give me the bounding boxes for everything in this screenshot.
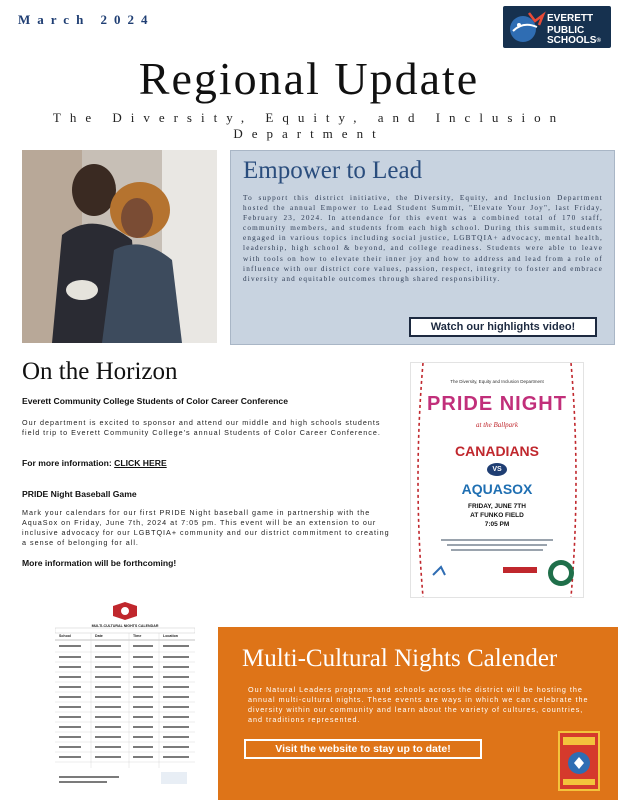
poster-vs: VS bbox=[487, 463, 507, 476]
more-information-label: For more information: bbox=[22, 458, 112, 468]
multicultural-schedule-thumbnail bbox=[55, 600, 195, 793]
multicultural-title: Multi-Cultural Nights Calender bbox=[242, 645, 558, 672]
everett-public-schools-logo bbox=[503, 6, 611, 48]
empower-title: Empower to Lead bbox=[243, 157, 423, 184]
empower-body: To support this district initiative, the Diversity, Equity, and Inclusion Department hosted the annual Empower to Lead Student Summit, "Elevate Your Joy", last Friday, February 23, 2024. In attendance for this event was a combined total of 170 staff, community members, and students from each high school. During this summit, students engaged in various topics including social justice, LGBTQIA+ advocacy, mental health, leadership, high school & beyond, and college readiness. Students were able to leave with tools on how to elevate their inner joy and how to address and lead from a role of influence with our district core values, passion, respect, integrity to foster and embrace diversity and equitable outcomes through shared responsibility. bbox=[243, 194, 603, 283]
logo-text-line1: EVERETT bbox=[547, 13, 594, 24]
ecc-conference-heading: Everett Community College Students of Color Career Conference bbox=[22, 396, 288, 406]
multicultural-nights-flyer bbox=[558, 731, 600, 791]
empower-to-lead-panel bbox=[230, 150, 615, 345]
summit-photo-illustration bbox=[22, 150, 217, 343]
forthcoming-note: More information will be forthcoming! bbox=[22, 558, 177, 568]
schedule-column-school: School bbox=[59, 634, 71, 638]
schedule-column-location: Location bbox=[163, 634, 178, 638]
poster-team1: CANADIANS bbox=[455, 443, 539, 459]
poster-tagline: at the Ballpark bbox=[476, 421, 518, 429]
horizon-title: On the Horizon bbox=[22, 358, 178, 385]
more-information-line bbox=[22, 458, 167, 468]
visit-website-button[interactable]: Visit the website to stay up to date! bbox=[244, 739, 482, 759]
pride-night-body: Mark your calendars for our first PRIDE Night baseball game in partnership with the AquaSox on Friday, June 7th, 2024 at 7:05 pm. This event will be an extension to our inclusive advocacy for our LGBTQIA+ community and our district commitment to creating a sense of belonging for all. bbox=[22, 508, 390, 547]
issue-month: March 2024 bbox=[18, 12, 155, 27]
poster-place: AT FUNKO FIELD bbox=[470, 512, 524, 519]
poster-headline: PRIDE NIGHT bbox=[427, 393, 567, 415]
pride-night-poster bbox=[410, 362, 584, 598]
schedule-heading: MULTI-CULTURAL NIGHTS CALENDAR bbox=[91, 624, 159, 628]
multicultural-body: Our Natural Leaders programs and schools across the district will be hosting the annual multi-cultural nights. These events are ways in which we can celebrate the diversity within our community and learn about the variety of cultures, countries, and traditions represented. bbox=[248, 685, 589, 724]
newsletter-title: Regional Update bbox=[138, 53, 480, 104]
multicultural-nights-panel bbox=[218, 627, 618, 800]
poster-presenter: The Diversity, Equity and Inclusion Department bbox=[450, 379, 544, 384]
schedule-column-time: Time bbox=[133, 634, 142, 638]
schedule-table-graphic bbox=[55, 600, 195, 793]
click-here-link[interactable]: CLICK HERE bbox=[114, 458, 167, 468]
poster-date: FRIDAY, JUNE 7TH bbox=[468, 503, 526, 510]
watch-highlights-video-button[interactable]: Watch our highlights video! bbox=[409, 317, 597, 337]
logo-text-line2: PUBLIC SCHOOLS® bbox=[547, 25, 601, 46]
poster-footer-graphics bbox=[411, 531, 583, 598]
poster-team2: AQUASOX bbox=[461, 481, 533, 497]
multicultural-flyer-icon bbox=[560, 733, 598, 789]
schedule-column-headers bbox=[55, 634, 195, 640]
department-subtitle: The Diversity, Equity, and Inclusion Department bbox=[52, 110, 566, 141]
summit-photo bbox=[22, 150, 217, 343]
logo-emblem-icon bbox=[507, 7, 547, 47]
pride-night-heading: PRIDE Night Baseball Game bbox=[22, 489, 137, 499]
ecc-conference-body: Our department is excited to sponsor and attend our middle and high schools students field trip to Everett Community College's annual Students of Color Career Conference. bbox=[22, 418, 381, 437]
poster-time: 7:05 PM bbox=[484, 521, 510, 528]
schedule-column-date: Date bbox=[95, 634, 103, 638]
